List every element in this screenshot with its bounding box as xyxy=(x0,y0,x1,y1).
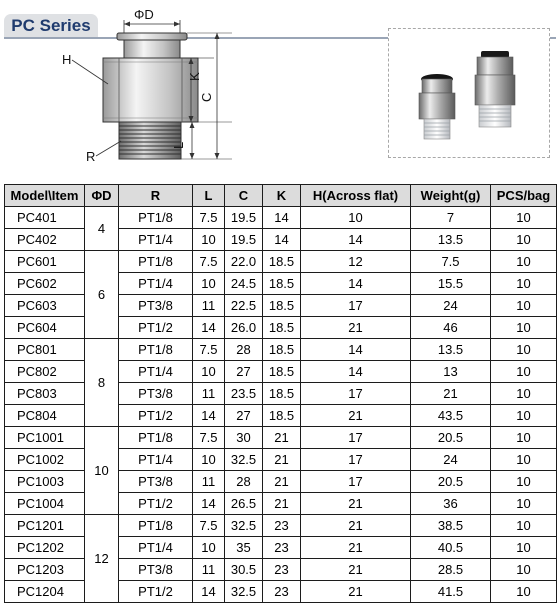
table-row xyxy=(5,339,557,361)
cell-pcs: 10 xyxy=(491,273,557,295)
cell-pcs: 10 xyxy=(491,229,557,251)
cell-pcs: 10 xyxy=(491,361,557,383)
cell-weight: 46 xyxy=(411,317,491,339)
cell-weight: 7.5 xyxy=(411,251,491,273)
cell-l: 14 xyxy=(193,581,225,603)
cell-r: PT1/4 xyxy=(119,537,193,559)
cell-k: 18.5 xyxy=(263,405,301,427)
cell-k: 21 xyxy=(263,471,301,493)
cell-pcs: 10 xyxy=(491,449,557,471)
cell-phi-d: 4 xyxy=(85,207,119,251)
cell-k: 18.5 xyxy=(263,383,301,405)
cell-pcs: 10 xyxy=(491,317,557,339)
cell-model: PC804 xyxy=(5,405,85,427)
cell-c: 30 xyxy=(225,427,263,449)
table-row xyxy=(5,427,557,449)
cell-h: 21 xyxy=(301,515,411,537)
cell-l: 10 xyxy=(193,273,225,295)
cell-c: 19.5 xyxy=(225,207,263,229)
cell-l: 11 xyxy=(193,383,225,405)
cell-r: PT1/8 xyxy=(119,251,193,273)
product-photo xyxy=(388,28,550,158)
cell-pcs: 10 xyxy=(491,405,557,427)
cell-h: 14 xyxy=(301,339,411,361)
cell-h: 17 xyxy=(301,449,411,471)
cell-pcs: 10 xyxy=(491,251,557,273)
cell-weight: 20.5 xyxy=(411,427,491,449)
cell-c: 24.5 xyxy=(225,273,263,295)
cell-k: 21 xyxy=(263,449,301,471)
cell-pcs: 10 xyxy=(491,493,557,515)
cell-r: PT1/2 xyxy=(119,317,193,339)
dim-label-l: L xyxy=(171,141,186,149)
dim-label-c: C xyxy=(199,92,214,102)
cell-h: 14 xyxy=(301,229,411,251)
cell-h: 10 xyxy=(301,207,411,229)
fitting-collar xyxy=(117,33,187,40)
dim-label-h: H xyxy=(62,52,72,67)
cell-model: PC1201 xyxy=(5,515,85,537)
cell-weight: 24 xyxy=(411,449,491,471)
series-title: PC Series xyxy=(4,14,98,38)
cell-weight: 40.5 xyxy=(411,537,491,559)
cell-model: PC604 xyxy=(5,317,85,339)
cell-phi-d: 12 xyxy=(85,515,119,603)
product-photo-image xyxy=(389,29,549,157)
cell-k: 23 xyxy=(263,515,301,537)
cell-weight: 21 xyxy=(411,383,491,405)
cell-pcs: 10 xyxy=(491,537,557,559)
cell-l: 7.5 xyxy=(193,339,225,361)
cell-model: PC601 xyxy=(5,251,85,273)
cell-model: PC603 xyxy=(5,295,85,317)
fitting-hex-body xyxy=(103,58,198,122)
cell-l: 11 xyxy=(193,295,225,317)
cell-pcs: 10 xyxy=(491,581,557,603)
cell-k: 18.5 xyxy=(263,339,301,361)
cell-weight: 7 xyxy=(411,207,491,229)
cell-r: PT1/2 xyxy=(119,405,193,427)
dim-label-phi-d: ΦD xyxy=(134,7,154,22)
cell-weight: 13.5 xyxy=(411,339,491,361)
cell-k: 18.5 xyxy=(263,251,301,273)
cell-r: PT3/8 xyxy=(119,383,193,405)
cell-model: PC602 xyxy=(5,273,85,295)
cell-r: PT1/4 xyxy=(119,229,193,251)
cell-c: 19.5 xyxy=(225,229,263,251)
cell-r: PT3/8 xyxy=(119,559,193,581)
col-header-l: L xyxy=(193,185,225,207)
spec-table-header-row xyxy=(5,185,557,207)
cell-l: 11 xyxy=(193,559,225,581)
cell-model: PC402 xyxy=(5,229,85,251)
cell-model: PC803 xyxy=(5,383,85,405)
cell-c: 27 xyxy=(225,361,263,383)
cell-c: 22.5 xyxy=(225,295,263,317)
col-header-h: H(Across flat) xyxy=(301,185,411,207)
cell-c: 28 xyxy=(225,339,263,361)
dim-label-k: K xyxy=(187,72,202,81)
cell-l: 14 xyxy=(193,405,225,427)
table-row xyxy=(5,515,557,537)
cell-model: PC1002 xyxy=(5,449,85,471)
cell-h: 21 xyxy=(301,493,411,515)
cell-weight: 13 xyxy=(411,361,491,383)
fitting-neck xyxy=(124,40,180,58)
cell-h: 14 xyxy=(301,361,411,383)
cell-weight: 20.5 xyxy=(411,471,491,493)
cell-r: PT3/8 xyxy=(119,295,193,317)
cell-weight: 24 xyxy=(411,295,491,317)
cell-phi-d: 6 xyxy=(85,251,119,339)
cell-h: 17 xyxy=(301,295,411,317)
cell-c: 26.5 xyxy=(225,493,263,515)
cell-k: 18.5 xyxy=(263,361,301,383)
cell-l: 7.5 xyxy=(193,251,225,273)
cell-r: PT1/8 xyxy=(119,207,193,229)
spec-table xyxy=(4,184,557,603)
cell-r: PT1/8 xyxy=(119,515,193,537)
cell-phi-d: 10 xyxy=(85,427,119,515)
col-header-weight: Weight(g) xyxy=(411,185,491,207)
cell-r: PT1/4 xyxy=(119,273,193,295)
cell-h: 17 xyxy=(301,471,411,493)
cell-h: 21 xyxy=(301,537,411,559)
cell-l: 10 xyxy=(193,229,225,251)
cell-h: 17 xyxy=(301,427,411,449)
cell-model: PC802 xyxy=(5,361,85,383)
col-header-phi-d: ΦD xyxy=(85,185,119,207)
cell-l: 11 xyxy=(193,471,225,493)
cell-weight: 28.5 xyxy=(411,559,491,581)
cell-model: PC1203 xyxy=(5,559,85,581)
cell-h: 21 xyxy=(301,581,411,603)
cell-pcs: 10 xyxy=(491,427,557,449)
cell-pcs: 10 xyxy=(491,559,557,581)
cell-l: 14 xyxy=(193,493,225,515)
cell-weight: 36 xyxy=(411,493,491,515)
table-row xyxy=(5,207,557,229)
cell-model: PC401 xyxy=(5,207,85,229)
cell-phi-d: 8 xyxy=(85,339,119,427)
cell-h: 12 xyxy=(301,251,411,273)
cell-k: 18.5 xyxy=(263,273,301,295)
cell-h: 21 xyxy=(301,317,411,339)
cell-k: 21 xyxy=(263,493,301,515)
cell-c: 32.5 xyxy=(225,581,263,603)
cell-r: PT1/2 xyxy=(119,581,193,603)
cell-model: PC1204 xyxy=(5,581,85,603)
cell-pcs: 10 xyxy=(491,471,557,493)
dim-label-r: R xyxy=(86,149,96,164)
cell-c: 28 xyxy=(225,471,263,493)
cell-weight: 38.5 xyxy=(411,515,491,537)
cell-pcs: 10 xyxy=(491,207,557,229)
cell-r: PT1/8 xyxy=(119,339,193,361)
cell-model: PC1001 xyxy=(5,427,85,449)
col-header-k: K xyxy=(263,185,301,207)
cell-k: 18.5 xyxy=(263,317,301,339)
cell-model: PC1202 xyxy=(5,537,85,559)
cell-h: 21 xyxy=(301,559,411,581)
cell-k: 21 xyxy=(263,427,301,449)
table-row xyxy=(5,251,557,273)
cell-l: 10 xyxy=(193,361,225,383)
cell-k: 14 xyxy=(263,229,301,251)
cell-l: 14 xyxy=(193,317,225,339)
cell-k: 18.5 xyxy=(263,295,301,317)
cell-weight: 15.5 xyxy=(411,273,491,295)
cell-pcs: 10 xyxy=(491,383,557,405)
col-header-r: R xyxy=(119,185,193,207)
cell-weight: 13.5 xyxy=(411,229,491,251)
cell-r: PT3/8 xyxy=(119,471,193,493)
spec-table-body xyxy=(5,207,557,603)
cell-c: 26.0 xyxy=(225,317,263,339)
cell-l: 7.5 xyxy=(193,207,225,229)
cell-h: 17 xyxy=(301,383,411,405)
cell-model: PC1003 xyxy=(5,471,85,493)
cell-l: 10 xyxy=(193,449,225,471)
cell-weight: 41.5 xyxy=(411,581,491,603)
cell-h: 14 xyxy=(301,273,411,295)
cell-k: 23 xyxy=(263,537,301,559)
cell-k: 23 xyxy=(263,559,301,581)
cell-r: PT1/2 xyxy=(119,493,193,515)
cell-pcs: 10 xyxy=(491,295,557,317)
cell-k: 14 xyxy=(263,207,301,229)
cell-l: 10 xyxy=(193,537,225,559)
cell-c: 32.5 xyxy=(225,449,263,471)
cell-c: 35 xyxy=(225,537,263,559)
cell-h: 21 xyxy=(301,405,411,427)
fitting-dimension-drawing xyxy=(48,0,248,172)
cell-c: 30.5 xyxy=(225,559,263,581)
cell-k: 23 xyxy=(263,581,301,603)
cell-r: PT1/8 xyxy=(119,427,193,449)
cell-model: PC1004 xyxy=(5,493,85,515)
cell-r: PT1/4 xyxy=(119,449,193,471)
cell-c: 32.5 xyxy=(225,515,263,537)
col-header-pcs: PCS/bag xyxy=(491,185,557,207)
cell-pcs: 10 xyxy=(491,339,557,361)
cell-pcs: 10 xyxy=(491,515,557,537)
cell-model: PC801 xyxy=(5,339,85,361)
cell-l: 7.5 xyxy=(193,427,225,449)
cell-weight: 43.5 xyxy=(411,405,491,427)
cell-c: 22.0 xyxy=(225,251,263,273)
col-header-c: C xyxy=(225,185,263,207)
cell-c: 27 xyxy=(225,405,263,427)
cell-r: PT1/4 xyxy=(119,361,193,383)
col-header-model: Model\Item xyxy=(5,185,85,207)
cell-c: 23.5 xyxy=(225,383,263,405)
cell-l: 7.5 xyxy=(193,515,225,537)
